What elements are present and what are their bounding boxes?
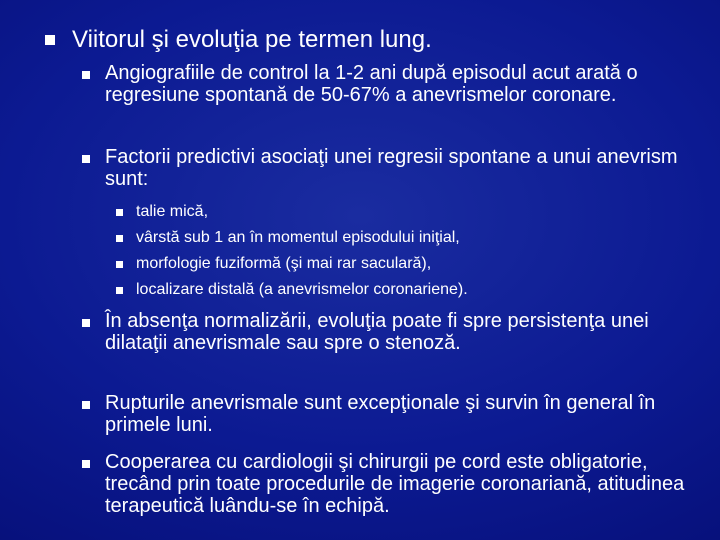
- bullet-item-ruptures: [82, 392, 685, 436]
- bullet-text: Rupturile anevrismale sunt excepţionale şi survin în general în primele luni.: [105, 392, 656, 436]
- square-bullet-icon: [82, 460, 90, 468]
- square-bullet-icon: [82, 71, 90, 79]
- sub-bullet-text: talie mică,: [136, 203, 209, 220]
- sub-bullet-item: [116, 280, 696, 299]
- square-bullet-icon: [82, 155, 90, 163]
- sub-bullet-text: localizare distală (a anevrismelor coronariene).: [136, 281, 468, 298]
- square-bullet-icon: [116, 209, 123, 216]
- bullet-item-main: [45, 26, 692, 54]
- square-bullet-icon: [116, 287, 123, 294]
- bullet-text: Factorii predictivi asociaţi unei regresii spontane a unui anevrism sunt:: [105, 146, 678, 190]
- square-bullet-icon: [116, 261, 123, 268]
- sub-bullet-item: [116, 202, 696, 221]
- sub-bullet-item: [116, 228, 696, 247]
- square-bullet-icon: [116, 235, 123, 242]
- main-bullet-text: Viitorul şi evoluţia pe termen lung.: [72, 26, 432, 53]
- bullet-text: Cooperarea cu cardiologii şi chirurgii pe cord este obligatorie, trecând prin toate procedurile de imagerie coronariană, atitudinea terapeutică luându-se în echipă.: [105, 451, 685, 517]
- bullet-text: Angiografiile de control la 1-2 ani după episodul acut arată o regresiune spontană de 50-67% a anevrismelor coronare.: [105, 62, 638, 106]
- sub-bullet-text: morfologie fuziformă (şi mai rar saculară),: [136, 255, 432, 272]
- bullet-item-absence-normalization: [82, 310, 685, 354]
- square-bullet-icon: [82, 401, 90, 409]
- sub-bullet-item: [116, 254, 696, 273]
- square-bullet-icon: [45, 35, 55, 45]
- bullet-item-cooperation: [82, 451, 685, 517]
- bullet-item-predictive-factors: [82, 146, 685, 190]
- bullet-item-angiography: [82, 62, 685, 106]
- square-bullet-icon: [82, 319, 90, 327]
- sub-bullet-text: vârstă sub 1 an în momentul episodului iniţial,: [136, 229, 460, 246]
- bullet-text: În absenţa normalizării, evoluţia poate fi spre persistenţa unei dilataţii anevrismale sau spre o stenoză.: [105, 310, 649, 354]
